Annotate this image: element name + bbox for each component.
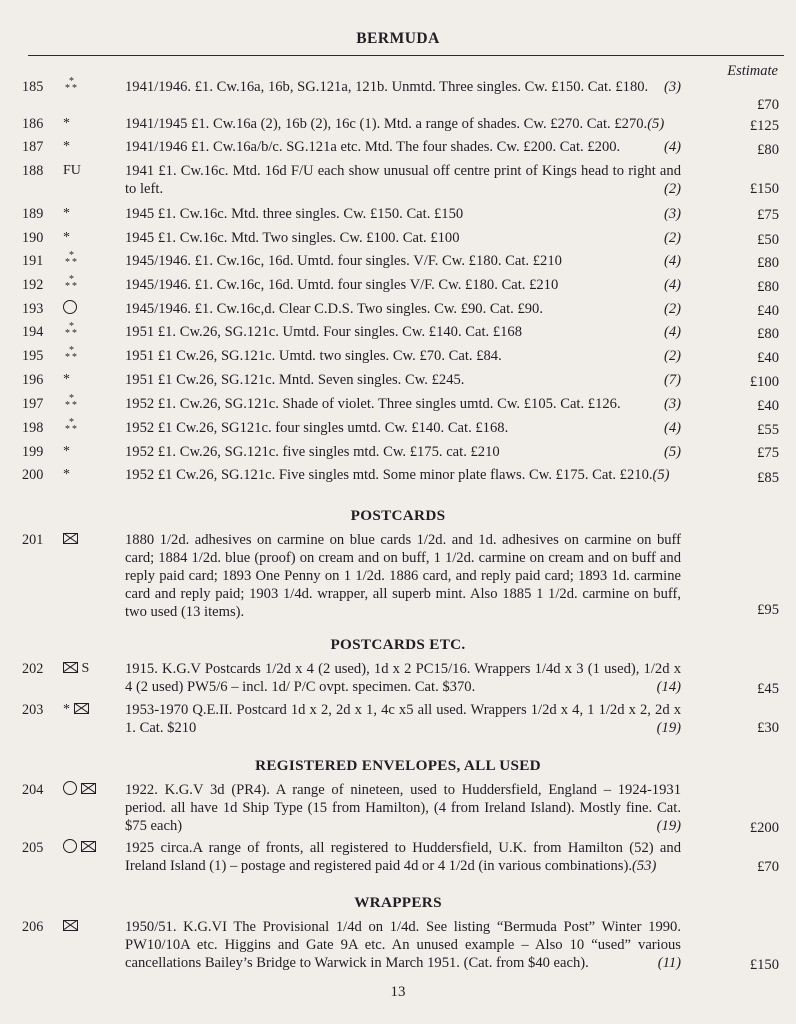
lot-quantity: (2) — [663, 348, 681, 364]
lot-description: 1941 £1. Cw.16c. Mtd. 16d F/U each show unusual off centre print of Kings head to right and to left. (2) — [125, 163, 681, 197]
unmounted-icon: * * * — [65, 321, 77, 339]
used-envelope-symbol — [63, 839, 119, 857]
lot-number: 202 — [22, 661, 44, 677]
lot-quantity: (53) — [632, 858, 657, 874]
mounted-symbol: * — [63, 116, 70, 131]
lot-quantity: (14) — [656, 679, 681, 695]
envelope-icon — [63, 531, 119, 549]
mounted-symbol: * — [63, 372, 70, 387]
lot-quantity: (3) — [663, 79, 681, 95]
lot-quantity: (4) — [663, 139, 681, 155]
lot-estimate: £70 — [757, 97, 779, 113]
mounted-symbol: * — [63, 230, 70, 245]
lot-quantity: (5) — [663, 444, 681, 460]
lot-number: 188 — [22, 163, 44, 179]
lot-number: 201 — [22, 532, 44, 548]
lot-description: 1880 1/2d. adhesives on carmine on blue cards 1/2d. and 1d. adhesives on carmine on buff card; 1884 1/2d. blue (proof) on cream and on buff, 1 1/2d. carmine on cream and on buff and reply paid card; 1893 One Penny on 1 1/2d. 1886 card, and reply paid card; 1893 1d. carmine card and reply paid; 1903 1/4d. wrapper, all superb mint. Also 1885 1 1/2d. carmine on buff, two used (13 items). — [125, 532, 681, 620]
lot-quantity: (11) — [657, 955, 681, 971]
lot-estimate: £150 — [749, 957, 779, 973]
lot-number: 198 — [22, 420, 44, 436]
lot-number: 199 — [22, 444, 44, 460]
lot-description: 1952 £1 Cw.26, SG121c. four singles umtd. Cw. £140. Cat. £168. (4) — [125, 420, 681, 436]
section-heading-postcards: POSTCARDS — [350, 507, 446, 524]
lot-description: 1952 £1. Cw.26, SG.121c. Shade of violet. Three singles umtd. Cw. £105. Cat. £126. (3) — [125, 396, 681, 412]
lot-number: 193 — [22, 301, 44, 317]
lot-quantity: (4) — [663, 324, 681, 340]
lot-description: 1941/1946 £1. Cw.16a/b/c. SG.121a etc. Mtd. The four shades. Cw. £200. Cat. £200. (4) — [125, 139, 681, 155]
lot-number: 203 — [22, 702, 44, 718]
lot-description: 1922. K.G.V 3d (PR4). A range of nineteen, used to Huddersfield, England – 1924-1931 period. all have 1d Ship Type (15 from Hamilton), (4 from Ireland Island). Mostly fine. Cat. $75 each) (19) — [125, 782, 681, 834]
unmounted-icon: * * * — [65, 393, 77, 411]
lot-estimate: £80 — [757, 326, 779, 342]
unmounted-icon: * * * — [65, 250, 77, 268]
lot-estimate: £75 — [757, 207, 779, 223]
mounted-symbol: * — [63, 139, 70, 154]
lot-description: 1915. K.G.V Postcards 1/2d x 4 (2 used), 1d x 2 PC15/16. Wrappers 1/4d x 3 (1 used), 1/2d x 4 (2 used) PW5/6 – incl. 1d/ P/C ovpt. specimen. Cat. $370. (14) — [125, 661, 681, 695]
lot-estimate: £100 — [749, 374, 779, 390]
lot-description: 1950/51. K.G.VI The Provisional 1/4d on 1/4d. See listing “Bermuda Post” Winter 1990. PW10/10A etc. Higgins and Gate 9A etc. An unused example – Also 10 “used” various cancellations Bailey’s Bridge to Warwick in March 1951. (Cat. from $40 each). (11) — [125, 919, 681, 971]
lot-quantity: (4) — [663, 420, 681, 436]
lot-quantity: (7) — [663, 372, 681, 388]
lot-description: 1941/1945 £1. Cw.16a (2), 16b (2), 16c (1). Mtd. a range of shades. Cw. £270. Cat. £270.(5) — [125, 116, 665, 132]
lot-description: 1945/1946. £1. Cw.16c, 16d. Umtd. four singles. V/F. Cw. £180. Cat. £210 (4) — [125, 253, 681, 269]
lot-number: 191 — [22, 253, 44, 269]
envelope-specimen-symbol: S — [63, 660, 119, 678]
lot-number: 185 — [22, 79, 44, 95]
lot-estimate: £50 — [757, 232, 779, 248]
lot-estimate: £125 — [749, 118, 779, 134]
used-circle-icon — [63, 300, 119, 318]
lot-number: 190 — [22, 230, 44, 246]
lot-description: 1945 £1. Cw.16c. Mtd. Two singles. Cw. £100. Cat. £100 (2) — [125, 230, 681, 246]
mounted-envelope-symbol: * — [63, 701, 119, 719]
lot-description: 1945/1946. £1. Cw.16c,d. Clear C.D.S. Two singles. Cw. £90. Cat. £90. (2) — [125, 301, 681, 317]
unmounted-icon: * * * — [65, 76, 77, 94]
page-number: 13 — [390, 984, 406, 1000]
lot-estimate: £95 — [757, 602, 779, 618]
section-heading-postcards-etc: POSTCARDS ETC. — [330, 636, 466, 653]
lot-number: 200 — [22, 467, 44, 483]
lot-number: 189 — [22, 206, 44, 222]
lot-number: 187 — [22, 139, 44, 155]
lot-quantity: (4) — [663, 253, 681, 269]
lot-number: 197 — [22, 396, 44, 412]
lot-estimate: £75 — [757, 445, 779, 461]
lot-quantity: (5) — [647, 116, 665, 132]
unmounted-icon: * * * — [65, 417, 77, 435]
lot-estimate: £70 — [757, 859, 779, 875]
lot-number: 196 — [22, 372, 44, 388]
lot-quantity: (2) — [663, 230, 681, 246]
lot-description: 1952 £1. Cw.26, SG.121c. five singles mtd. Cw. £175. cat. £210 (5) — [125, 444, 681, 460]
lot-number: 206 — [22, 919, 44, 935]
lot-estimate: £80 — [757, 142, 779, 158]
lot-number: 204 — [22, 782, 44, 798]
unmounted-icon: * * * — [65, 274, 77, 292]
lot-estimate: £40 — [757, 398, 779, 414]
title-rule — [28, 55, 784, 56]
unmounted-icon: * * * — [65, 345, 77, 363]
page-title: BERMUDA — [356, 30, 440, 47]
lot-quantity: (19) — [656, 720, 681, 736]
lot-number: 205 — [22, 840, 44, 856]
lot-number: 194 — [22, 324, 44, 340]
lot-estimate: £80 — [757, 279, 779, 295]
lot-number: 186 — [22, 116, 44, 132]
lot-estimate: £85 — [757, 470, 779, 486]
lot-quantity: (19) — [656, 818, 681, 834]
lot-estimate: £55 — [757, 422, 779, 438]
lot-estimate: £80 — [757, 255, 779, 271]
fine-used-symbol: FU — [63, 163, 81, 178]
lot-estimate: £40 — [757, 303, 779, 319]
lot-description: 1953-1970 Q.E.II. Postcard 1d x 2, 2d x 1, 4c x5 all used. Wrappers 1/2d x 4, 1 1/2d x 2, 2d x 1. Cat. $210 (19) — [125, 702, 681, 736]
mounted-symbol: * — [63, 467, 70, 482]
used-envelope-symbol — [63, 781, 119, 799]
estimate-header: Estimate — [727, 63, 778, 79]
lot-description: 1951 £1. Cw.26, SG.121c. Umtd. Four singles. Cw. £140. Cat. £168 (4) — [125, 324, 681, 340]
lot-number: 192 — [22, 277, 44, 293]
lot-quantity: (2) — [663, 301, 681, 317]
lot-quantity: (2) — [663, 181, 681, 197]
lot-quantity: (3) — [663, 206, 681, 222]
lot-description: 1952 £1 Cw.26, SG.121c. Five singles mtd. Some minor plate flaws. Cw. £175. Cat. £210.(5) — [125, 467, 670, 483]
lot-description: 1945 £1. Cw.16c. Mtd. three singles. Cw. £150. Cat. £150 (3) — [125, 206, 681, 222]
lot-estimate: £150 — [749, 181, 779, 197]
lot-description: 1951 £1 Cw.26, SG.121c. Mntd. Seven singles. Cw. £245. (7) — [125, 372, 681, 388]
section-heading-wrappers: WRAPPERS — [354, 894, 442, 911]
lot-estimate: £40 — [757, 350, 779, 366]
lot-quantity: (4) — [663, 277, 681, 293]
envelope-icon — [63, 918, 119, 936]
lot-estimate: £45 — [757, 681, 779, 697]
lot-quantity: (3) — [663, 396, 681, 412]
lot-description: 1925 circa.A range of fronts, all registered to Huddersfield, U.K. from Hamilton (52) and Ireland Island (1) – postage and registered paid 4d or 4 1/2d (in various combinations).(53) — [125, 840, 681, 874]
lot-description: 1941/1946. £1. Cw.16a, 16b, SG.121a, 121b. Unmtd. Three singles. Cw. £150. Cat. £180. (3) — [125, 79, 681, 95]
lot-number: 195 — [22, 348, 44, 364]
lot-estimate: £200 — [749, 820, 779, 836]
lot-description: 1951 £1 Cw.26, SG.121c. Umtd. two singles. Cw. £70. Cat. £84. (2) — [125, 348, 681, 364]
lot-description: 1945/1946. £1. Cw.16c, 16d. Umtd. four singles V/F. Cw. £180. Cat. £210 (4) — [125, 277, 681, 293]
mounted-symbol: * — [63, 206, 70, 221]
mounted-symbol: * — [63, 444, 70, 459]
section-heading-registered: REGISTERED ENVELOPES, ALL USED — [255, 757, 541, 774]
lot-estimate: £30 — [757, 720, 779, 736]
lot-quantity: (5) — [652, 467, 670, 483]
